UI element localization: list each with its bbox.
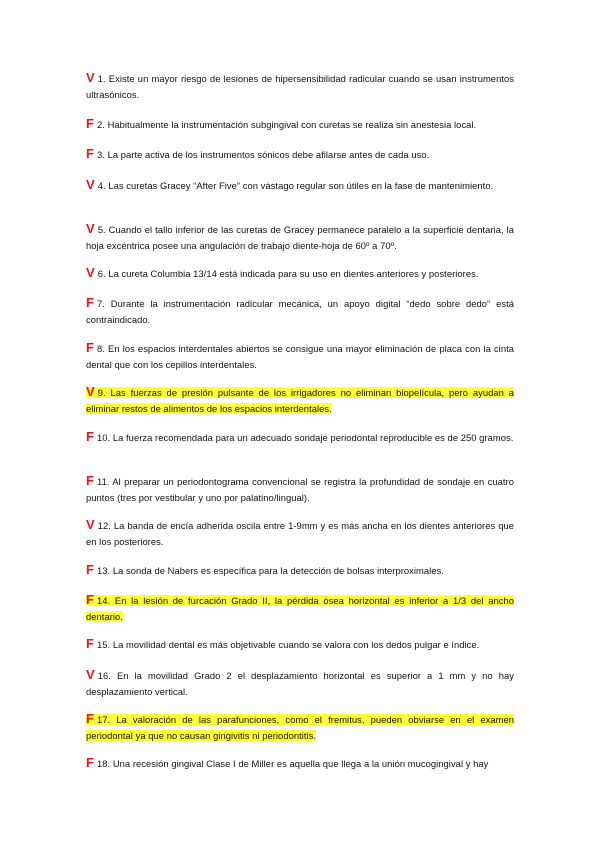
answer-mark: F xyxy=(86,711,94,726)
answer-mark: F xyxy=(86,340,94,355)
answer-mark: F xyxy=(86,755,94,770)
question-item xyxy=(86,755,514,772)
question-item xyxy=(86,70,514,102)
question-text: 15. La movilidad dental es más objetivable cuando se valora con los dedos pulgar e índice. xyxy=(97,639,480,650)
highlight xyxy=(86,592,514,622)
question-text: 8. En los espacios interdentales abiertos se consigue una mayor eliminación de placa con la cinta dental que con los cepillos interdentales. xyxy=(86,343,514,370)
question-text: 11. Al preparar un periodontograma convencional se registra la profundidad de sondaje en cuatro puntos (tres por vestibular y uno por palatino/lingual). xyxy=(86,476,514,503)
answer-mark: F xyxy=(86,592,94,607)
question-text: 7. Durante la instrumentación radicular mecánica, un apoyo digital “dedo sobre dedo” está contraindicado. xyxy=(86,298,514,325)
question-item xyxy=(86,711,514,743)
question-text: 4. Las curetas Gracey “After Five” con vástago regular son útiles en la fase de mantenimiento. xyxy=(97,180,494,191)
question-text: 5. Cuando el tallo inferior de las curetas de Gracey permanece paralelo a la superficie dentaria, la hoja excéntrica posee una angulación de trabajo diente-hoja de 60º a 70º. xyxy=(86,224,514,251)
question-item xyxy=(86,592,514,624)
question-text: 3. La parte activa de los instrumentos sónicos debe afilarse antes de cada uso. xyxy=(97,149,430,160)
question-text: 17. La valoración de las parafunciones, como el fremitus, pueden obviarse en el examen periodontal ya que no causan gingivitis ni periodontitis. xyxy=(86,714,514,741)
answer-mark: F xyxy=(86,429,94,444)
answer-mark: F xyxy=(86,636,94,651)
question-item xyxy=(86,221,514,253)
question-item xyxy=(86,667,514,699)
answer-mark: F xyxy=(86,146,94,161)
question-item xyxy=(86,636,514,653)
question-text: 10. La fuerza recomendada para un adecuado sondaje periodontal reproducible es de 250 gramos. xyxy=(97,432,514,443)
question-item xyxy=(86,340,514,372)
answer-mark: F xyxy=(86,473,94,488)
answer-mark: F xyxy=(86,295,94,310)
question-text: 18. Una recesión gingival Clase I de Miller es aquella que llega a la unión mucogingival y hay xyxy=(97,758,489,769)
answer-mark: V xyxy=(86,70,95,85)
highlight xyxy=(86,384,514,414)
answer-mark: F xyxy=(86,562,94,577)
question-text: 9. Las fuerzas de presión pulsante de los irrigadores no eliminan biopelícula, pero ayudan a eliminar restos de alimentos de los espacios interdentales. xyxy=(86,387,514,414)
question-item xyxy=(86,473,514,505)
answer-mark: V xyxy=(86,667,95,682)
question-item xyxy=(86,116,514,133)
question-text: 2. Habitualmente la instrumentación subgingival con curetas se realiza sin anestesia local. xyxy=(97,119,477,130)
question-text: 14. En la lesión de furcación Grado II, la pérdida ósea horizontal es inferior a 1/3 del ancho dentario. xyxy=(86,595,514,622)
question-text: 16. En la movilidad Grado 2 el desplazamiento horizontal es superior a 1 mm y no hay desplazamiento vertical. xyxy=(86,670,514,697)
question-text: 13. La sonda de Nabers es específica para la detección de bolsas interproximales. xyxy=(97,565,444,576)
question-item xyxy=(86,265,514,282)
question-text: 6. La cureta Columbia 13/14 está indicada para su uso en dientes anteriores y posteriores. xyxy=(97,268,479,279)
question-item xyxy=(86,429,514,446)
question-text: 12. La banda de encía adherida oscila entre 1-9mm y es más ancha en los dientes anteriores que en los posteriores. xyxy=(86,520,514,547)
highlight xyxy=(86,711,514,741)
question-text: 1. Existe un mayor riesgo de lesiones de hipersensibilidad radicular cuando se usan instrumentos ultrasónicos. xyxy=(86,73,514,100)
answer-mark: V xyxy=(86,177,95,192)
answer-mark: V xyxy=(86,517,95,532)
answer-mark: V xyxy=(86,221,95,236)
answer-mark: F xyxy=(86,116,94,131)
question-item xyxy=(86,562,514,579)
question-item xyxy=(86,295,514,327)
question-item xyxy=(86,177,514,194)
answer-mark: V xyxy=(86,265,95,280)
question-item xyxy=(86,146,514,163)
answer-mark: V xyxy=(86,384,95,399)
question-item xyxy=(86,384,514,416)
question-item xyxy=(86,517,514,549)
